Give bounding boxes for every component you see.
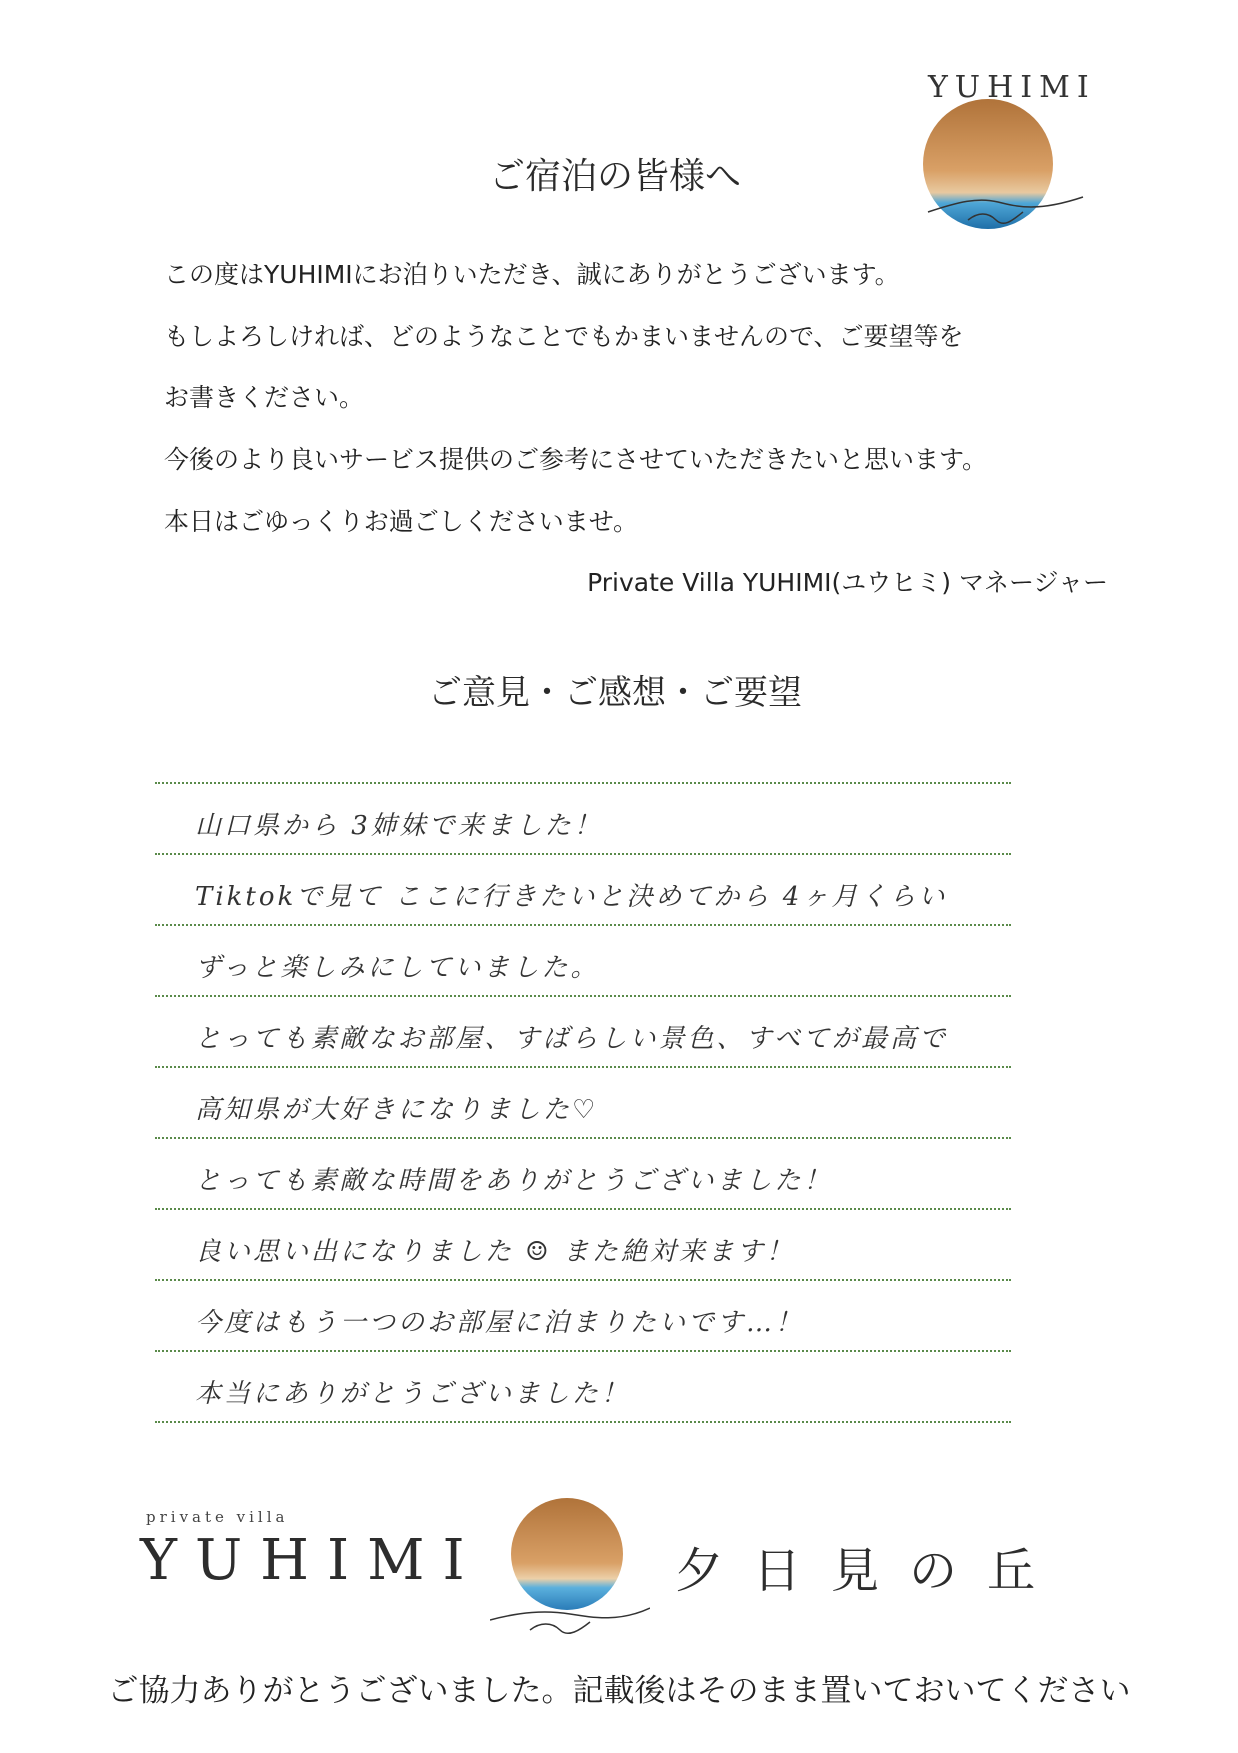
greeting-line: 今後のより良いサービス提供のご参考にさせていただきたいと思います。 [164,445,988,474]
ruled-line [155,924,1011,926]
header-logo-word: YUHIMI [928,70,1096,105]
handwritten-line: 高知県が大好きになりました♡ [195,1095,599,1125]
handwritten-line: ずっと楽しみにしていました。 [195,953,600,983]
greeting-line: もしよろしければ、どのようなことでもかまいませんので、ご要望等を [164,322,964,351]
greeting-line: 本日はごゆっくりお過ごしくださいませ。 [164,507,639,536]
manager-signature: Private Villa YUHIMI(ユウヒミ) マネージャー [587,568,1108,597]
handwritten-line: 良い思い出になりました ☺ また絶対来ます！ [195,1237,795,1267]
ruled-line [155,1208,1011,1210]
sun-logo-icon [490,1498,650,1648]
footer-logo [140,1498,1100,1638]
ruled-line [155,853,1011,855]
ruled-line [155,782,1011,784]
ruled-line [155,1137,1011,1139]
ruled-line [155,1421,1011,1423]
greeting-line: この度はYUHIMIにお泊りいただき、誠にありがとうございます。 [164,260,900,289]
greeting-title: ご宿泊の皆様へ [488,156,741,197]
handwritten-line: 今度はもう一つのお部屋に泊まりたいです…！ [195,1308,805,1338]
footer-logo-brand: YUHIMI [140,1528,483,1593]
closing-message: ご協力ありがとうございました。記載後はそのまま置いておいてください [107,1673,1131,1709]
handwritten-line: Tiktokで見て ここに行きたいと決めてから 4ヶ月くらい [195,882,948,912]
handwritten-line: 山口県から 3姉妹で来ました！ [195,811,603,841]
ruled-line [155,1350,1011,1352]
ruled-line [155,995,1011,997]
greeting-line: お書きください。 [164,383,365,412]
handwritten-line: とっても素敵なお部屋、すばらしい景色、すべてが最高で [195,1024,948,1054]
handwritten-line: 本当にありがとうございました！ [195,1379,631,1409]
footer-logo-small-label: private villa [146,1508,289,1526]
ruled-line [155,1279,1011,1281]
footer-logo-jp-name: 夕日見の丘 [675,1543,1066,1599]
handwritten-line: とっても素敵な時間をありがとうございました！ [195,1166,833,1196]
feedback-title: ご意見・ご感想・ご要望 [428,673,802,713]
ruled-line [155,1066,1011,1068]
